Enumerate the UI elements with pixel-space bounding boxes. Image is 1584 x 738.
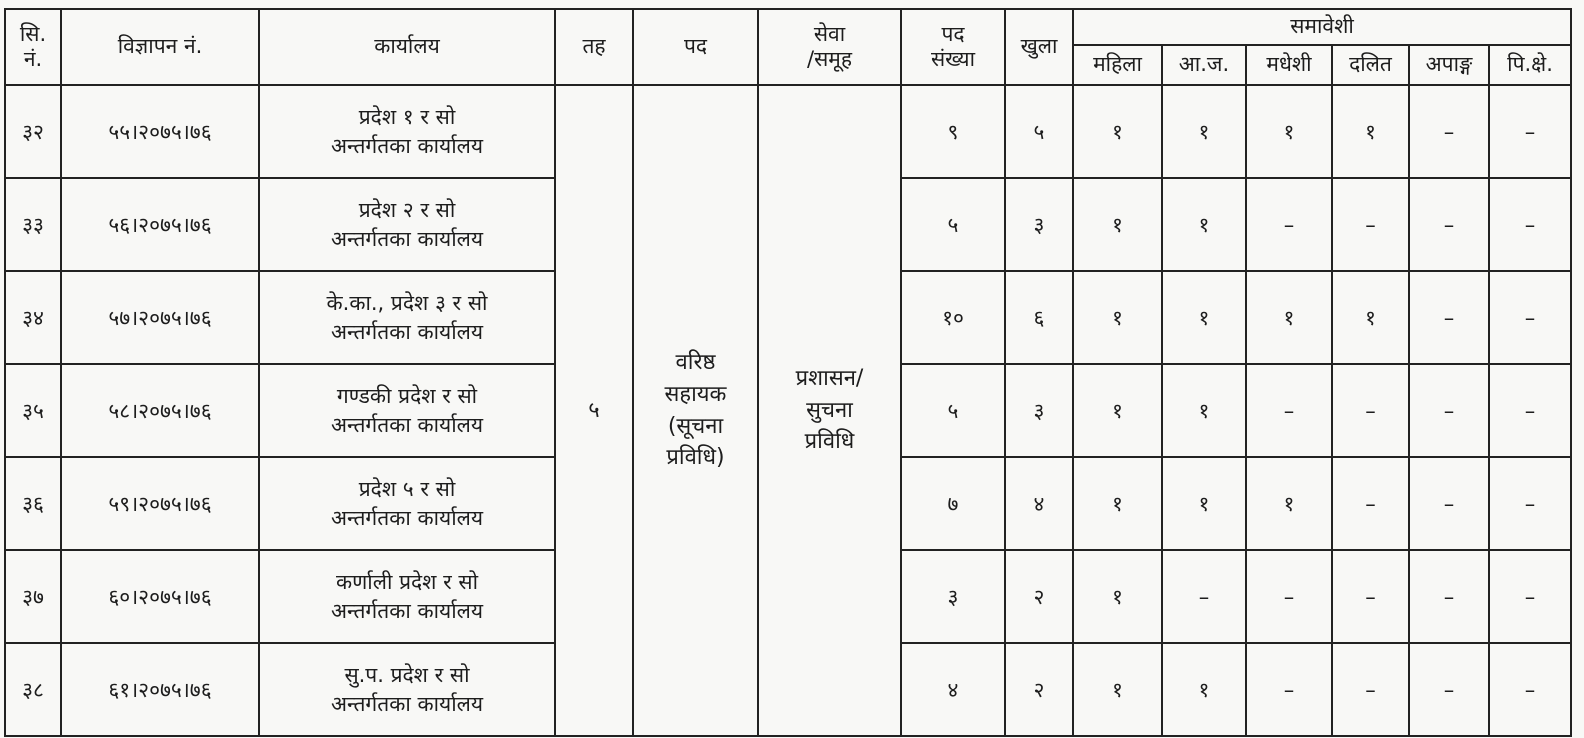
cell-backward-region: – xyxy=(1489,364,1571,457)
cell-open: ४ xyxy=(1005,457,1073,550)
cell-dalit: – xyxy=(1332,178,1409,271)
cell-indigenous: १ xyxy=(1162,643,1246,736)
cell-backward-region: – xyxy=(1489,271,1571,364)
cell-dalit: १ xyxy=(1332,271,1409,364)
cell-open: ६ xyxy=(1005,271,1073,364)
cell-office: प्रदेश ५ र सो अन्तर्गतका कार्यालय xyxy=(259,457,555,550)
cell-open: २ xyxy=(1005,643,1073,736)
cell-indigenous: १ xyxy=(1162,178,1246,271)
cell-women: १ xyxy=(1073,364,1162,457)
cell-serial: ३३ xyxy=(5,178,61,271)
cell-disabled: – xyxy=(1409,457,1489,550)
cell-dalit: १ xyxy=(1332,85,1409,178)
cell-disabled: – xyxy=(1409,85,1489,178)
cell-women: १ xyxy=(1073,643,1162,736)
cell-ad-no: ५७।२०७५।७६ xyxy=(61,271,259,364)
header-madhesi: मधेशी xyxy=(1246,45,1332,85)
cell-disabled: – xyxy=(1409,178,1489,271)
header-backward-region: पि.क्षे. xyxy=(1489,45,1571,85)
cell-dalit: – xyxy=(1332,364,1409,457)
cell-office: के.का., प्रदेश ३ र सो अन्तर्गतका कार्यालय xyxy=(259,271,555,364)
cell-post-count: ९ xyxy=(901,85,1005,178)
cell-madhesi: – xyxy=(1246,643,1332,736)
cell-ad-no: ५९।२०७५।७६ xyxy=(61,457,259,550)
header-women: महिला xyxy=(1073,45,1162,85)
header-level: तह xyxy=(555,9,633,85)
cell-madhesi: १ xyxy=(1246,271,1332,364)
cell-backward-region: – xyxy=(1489,85,1571,178)
cell-post-count: ५ xyxy=(901,178,1005,271)
header-serial: सि. नं. xyxy=(5,9,61,85)
cell-serial: ३४ xyxy=(5,271,61,364)
cell-indigenous: १ xyxy=(1162,364,1246,457)
cell-serial: ३८ xyxy=(5,643,61,736)
cell-madhesi: – xyxy=(1246,364,1332,457)
cell-backward-region: – xyxy=(1489,457,1571,550)
cell-women: १ xyxy=(1073,271,1162,364)
header-service: सेवा /समूह xyxy=(758,9,901,85)
cell-madhesi: – xyxy=(1246,550,1332,643)
cell-office: कर्णाली प्रदेश र सो अन्तर्गतका कार्यालय xyxy=(259,550,555,643)
cell-post-count: ७ xyxy=(901,457,1005,550)
header-indigenous: आ.ज. xyxy=(1162,45,1246,85)
header-post-count: पद संख्या xyxy=(901,9,1005,85)
cell-indigenous: १ xyxy=(1162,271,1246,364)
header-inclusive: समावेशी xyxy=(1073,9,1571,45)
vacancy-table xyxy=(4,8,1572,737)
header-row xyxy=(5,9,1571,45)
cell-indigenous: १ xyxy=(1162,85,1246,178)
cell-serial: ३५ xyxy=(5,364,61,457)
cell-post-count: ३ xyxy=(901,550,1005,643)
header-ad-no: विज्ञापन नं. xyxy=(61,9,259,85)
cell-ad-no: ५५।२०७५।७६ xyxy=(61,85,259,178)
cell-post-count: ४ xyxy=(901,643,1005,736)
cell-open: ३ xyxy=(1005,364,1073,457)
cell-madhesi: १ xyxy=(1246,457,1332,550)
header-dalit: दलित xyxy=(1332,45,1409,85)
cell-indigenous: – xyxy=(1162,550,1246,643)
cell-office: गण्डकी प्रदेश र सो अन्तर्गतका कार्यालय xyxy=(259,364,555,457)
cell-ad-no: ६१।२०७५।७६ xyxy=(61,643,259,736)
cell-dalit: – xyxy=(1332,550,1409,643)
cell-serial: ३७ xyxy=(5,550,61,643)
cell-backward-region: – xyxy=(1489,643,1571,736)
cell-ad-no: ६०।२०७५।७६ xyxy=(61,550,259,643)
header-office: कार्यालय xyxy=(259,9,555,85)
cell-women: १ xyxy=(1073,85,1162,178)
cell-serial: ३६ xyxy=(5,457,61,550)
cell-office: प्रदेश २ र सो अन्तर्गतका कार्यालय xyxy=(259,178,555,271)
cell-backward-region: – xyxy=(1489,178,1571,271)
cell-madhesi: १ xyxy=(1246,85,1332,178)
cell-serial: ३२ xyxy=(5,85,61,178)
cell-disabled: – xyxy=(1409,643,1489,736)
cell-dalit: – xyxy=(1332,643,1409,736)
cell-indigenous: १ xyxy=(1162,457,1246,550)
cell-dalit: – xyxy=(1332,457,1409,550)
header-post: पद xyxy=(633,9,758,85)
cell-backward-region: – xyxy=(1489,550,1571,643)
header-open: खुला xyxy=(1005,9,1073,85)
cell-disabled: – xyxy=(1409,364,1489,457)
cell-women: १ xyxy=(1073,178,1162,271)
cell-service: प्रशासन/ सुचना प्रविधि xyxy=(758,85,901,736)
cell-post-count: १० xyxy=(901,271,1005,364)
cell-women: १ xyxy=(1073,550,1162,643)
cell-post: वरिष्ठ सहायक (सूचना प्रविधि) xyxy=(633,85,758,736)
cell-women: १ xyxy=(1073,457,1162,550)
cell-ad-no: ५६।२०७५।७६ xyxy=(61,178,259,271)
cell-ad-no: ५८।२०७५।७६ xyxy=(61,364,259,457)
cell-post-count: ५ xyxy=(901,364,1005,457)
cell-office: प्रदेश १ र सो अन्तर्गतका कार्यालय xyxy=(259,85,555,178)
cell-open: २ xyxy=(1005,550,1073,643)
cell-madhesi: – xyxy=(1246,178,1332,271)
cell-office: सु.प. प्रदेश र सो अन्तर्गतका कार्यालय xyxy=(259,643,555,736)
cell-disabled: – xyxy=(1409,271,1489,364)
cell-level: ५ xyxy=(555,85,633,736)
table-body xyxy=(5,85,1571,736)
cell-open: ५ xyxy=(1005,85,1073,178)
cell-open: ३ xyxy=(1005,178,1073,271)
table-row xyxy=(5,85,1571,178)
cell-disabled: – xyxy=(1409,550,1489,643)
header-disabled: अपाङ्ग xyxy=(1409,45,1489,85)
